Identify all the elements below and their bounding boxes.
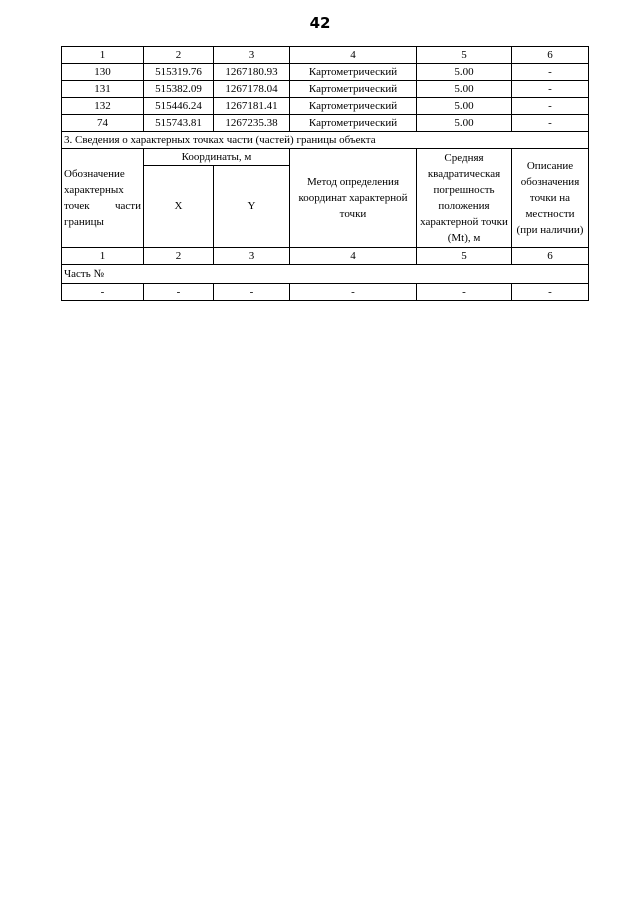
section-title-row <box>62 132 589 149</box>
part-label: Часть № <box>62 265 589 284</box>
point-label: 132 <box>62 98 144 115</box>
y-coordinate: 1267181.41 <box>214 98 290 115</box>
description: - <box>512 98 589 115</box>
section-title: 3. Сведения о характерных точках части (частей) границы объекта <box>62 132 589 149</box>
top-table-header-row <box>62 47 589 64</box>
description: - <box>512 64 589 81</box>
error-value: 5.00 <box>417 81 512 98</box>
description: - <box>512 115 589 132</box>
point-designation-header <box>62 149 144 248</box>
description-header: Описание обозначения точки на местности (при наличии) <box>512 149 589 248</box>
column-number: 2 <box>144 248 214 265</box>
column-number: 5 <box>417 47 512 64</box>
method: Картометрический <box>290 81 417 98</box>
column-number: 1 <box>62 47 144 64</box>
table-row <box>62 115 589 132</box>
empty-cell: - <box>290 284 417 301</box>
part-row <box>62 265 589 284</box>
empty-cell: - <box>62 284 144 301</box>
header-line: Обозначение <box>64 168 125 180</box>
column-number: 3 <box>214 248 290 265</box>
section-header-row <box>62 149 589 166</box>
coordinates-header: Координаты, м <box>144 149 290 166</box>
x-coordinate: 515319.76 <box>144 64 214 81</box>
description: - <box>512 81 589 98</box>
column-number: 2 <box>144 47 214 64</box>
x-coordinate: 515382.09 <box>144 81 214 98</box>
table-row <box>62 64 589 81</box>
empty-cell: - <box>144 284 214 301</box>
header-line: характерных <box>64 184 124 196</box>
empty-cell: - <box>214 284 290 301</box>
column-number: 6 <box>512 248 589 265</box>
page-number: 42 <box>309 14 331 32</box>
empty-cell: - <box>512 284 589 301</box>
point-label: 131 <box>62 81 144 98</box>
method: Картометрический <box>290 98 417 115</box>
y-coordinate: 1267178.04 <box>214 81 290 98</box>
point-label: 130 <box>62 64 144 81</box>
point-label: 74 <box>62 115 144 132</box>
header-line: границы <box>64 216 104 228</box>
x-header: X <box>144 166 214 248</box>
method-header: Метод определения координат характерной точки <box>290 149 417 248</box>
y-coordinate: 1267180.93 <box>214 64 290 81</box>
table-row <box>62 98 589 115</box>
error-value: 5.00 <box>417 98 512 115</box>
table-row <box>62 81 589 98</box>
error-header: Средняя квадратическая погрешность положения характерной точки (Mt), м <box>417 149 512 248</box>
x-coordinate: 515743.81 <box>144 115 214 132</box>
section-column-numbers-row <box>62 248 589 265</box>
column-number: 4 <box>290 47 417 64</box>
y-coordinate: 1267235.38 <box>214 115 290 132</box>
column-number: 6 <box>512 47 589 64</box>
error-value: 5.00 <box>417 115 512 132</box>
column-number: 3 <box>214 47 290 64</box>
column-number: 4 <box>290 248 417 265</box>
x-coordinate: 515446.24 <box>144 98 214 115</box>
header-word: точек <box>64 200 90 212</box>
method: Картометрический <box>290 115 417 132</box>
column-number: 1 <box>62 248 144 265</box>
table-row <box>62 284 589 301</box>
error-value: 5.00 <box>417 64 512 81</box>
coordinates-table <box>61 46 589 301</box>
header-word: части <box>115 200 141 212</box>
y-header: Y <box>214 166 290 248</box>
header-line <box>64 198 141 214</box>
empty-cell: - <box>417 284 512 301</box>
method: Картометрический <box>290 64 417 81</box>
column-number: 5 <box>417 248 512 265</box>
